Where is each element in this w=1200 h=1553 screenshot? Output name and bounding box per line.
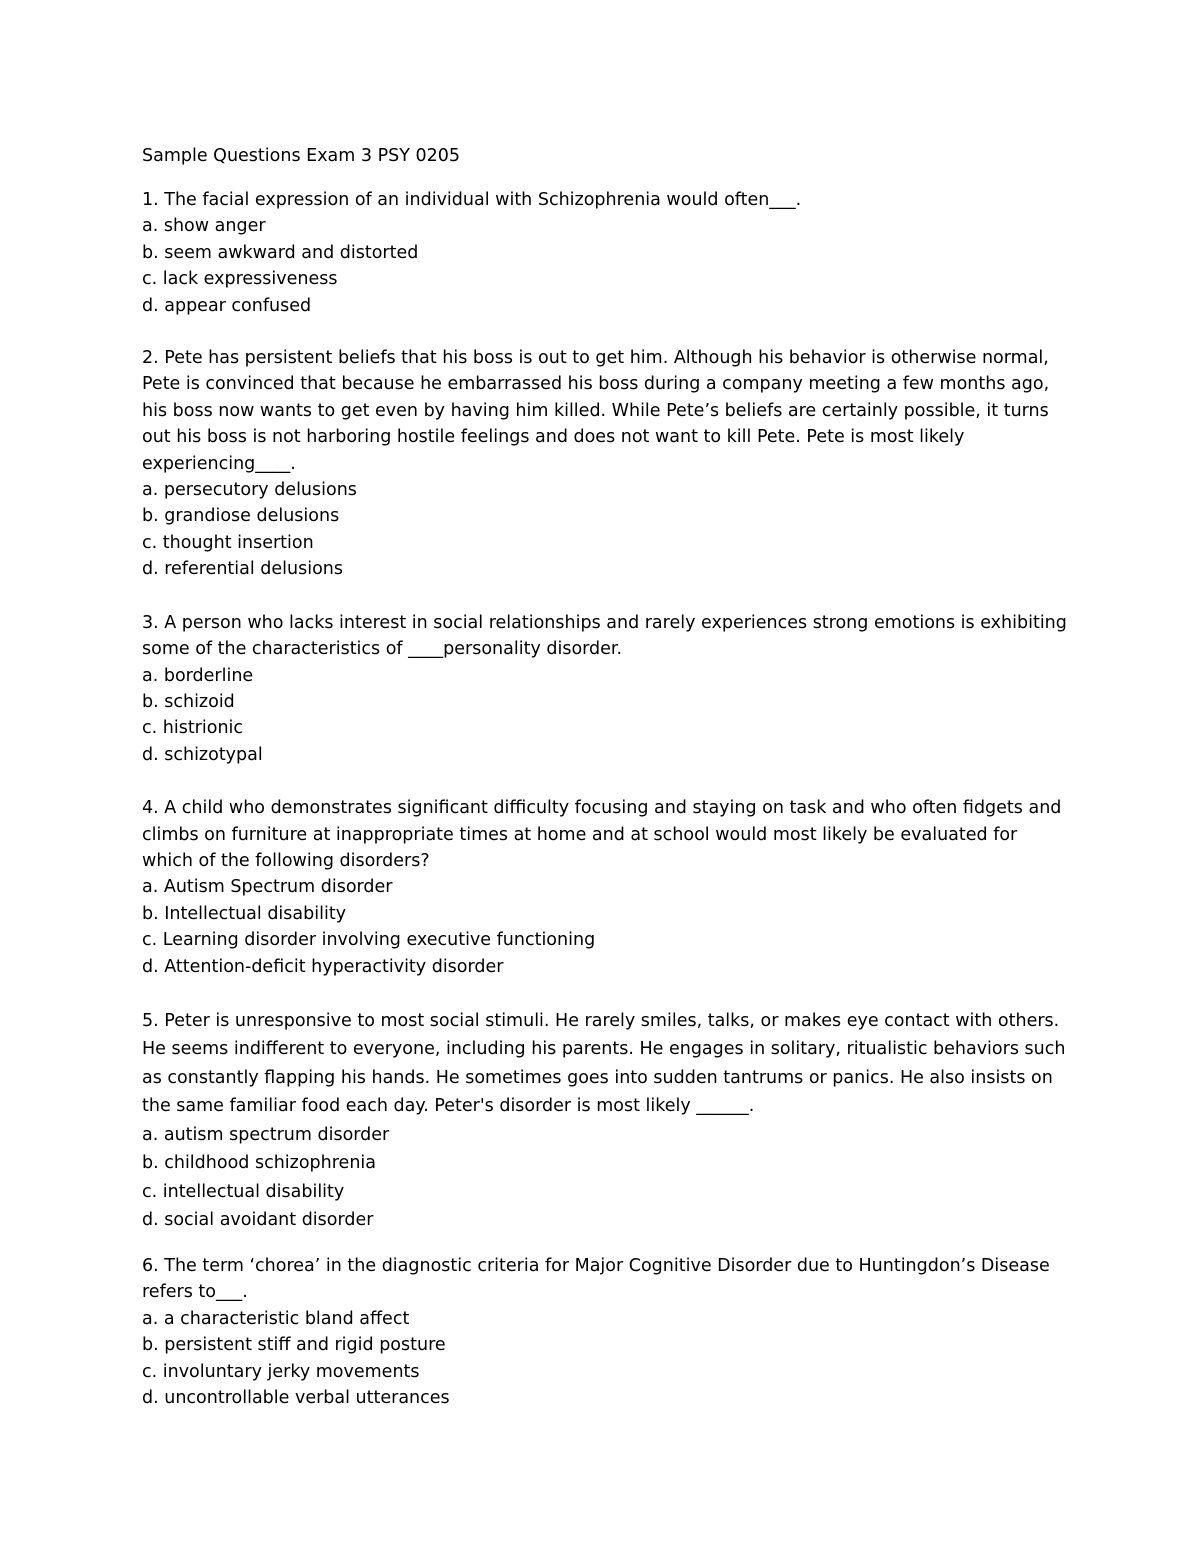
answer-option-b: b. persistent stiff and rigid posture — [142, 1335, 446, 1356]
question-2 — [142, 345, 1072, 583]
document-page — [142, 143, 1072, 1411]
answer-options — [142, 213, 1072, 319]
answer-option-a: a. show anger — [142, 216, 266, 237]
question-stem: 4. A child who demonstrates significant difficulty focusing and staying on task and who often fidgets and climbs on furniture at inappropriate times at home and at school would most likely be evaluated for which of the following disorders? — [142, 798, 1062, 871]
answer-options — [142, 663, 1072, 769]
document-title: Sample Questions Exam 3 PSY 0205 — [142, 146, 461, 166]
answer-option-c: c. Learning disorder involving executive functioning — [142, 930, 596, 951]
question-stem: 2. Pete has persistent beliefs that his boss is out to get him. Although his behavior is otherwise normal, Pete is convinced that because he embarrassed his boss during a company meeting a few months ago, his boss now wants to get even by having him killed. While Pete’s beliefs are certainly possible, it turns out his boss is not harboring hostile feelings and does not want to kill Pete. Pete is most likely experiencing____. — [142, 348, 1050, 474]
question-stem: 6. The term ‘chorea’ in the diagnostic criteria for Major Cognitive Disorder due to Huntingdon’s Disease refers to___. — [142, 1255, 1050, 1303]
answer-option-c: c. thought insertion — [142, 532, 314, 553]
answer-option-b: b. seem awkward and distorted — [142, 242, 419, 263]
answer-option-b: b. childhood schizophrenia — [142, 1153, 376, 1174]
answer-option-c: c. involuntary jerky movements — [142, 1361, 420, 1382]
answer-option-a: a. autism spectrum disorder — [142, 1124, 390, 1145]
answer-option-a: a. Autism Spectrum disorder — [142, 877, 393, 898]
question-3 — [142, 610, 1072, 768]
answer-option-c: c. lack expressiveness — [142, 269, 338, 290]
question-stem: 1. The facial expression of an individual with Schizophrenia would often___. — [142, 190, 802, 210]
answer-option-d: d. referential delusions — [142, 559, 344, 580]
answer-option-b: b. Intellectual disability — [142, 903, 347, 924]
answer-option-d: d. uncontrollable verbal utterances — [142, 1388, 450, 1408]
answer-option-b: b. grandiose delusions — [142, 506, 340, 527]
question-stem: 5. Peter is unresponsive to most social stimuli. He rarely smiles, talks, or makes eye contact with others. He seems indifferent to everyone, including his parents. He engages in solitary, ritualistic behaviors such as constantly flapping his hands. He sometimes goes into sudden tantrums or panics. He also insists on the same familiar food each day. Peter's disorder is most likely ______. — [142, 1010, 1066, 1117]
question-6 — [142, 1253, 1072, 1411]
answer-options — [142, 874, 1072, 980]
answer-option-d: d. social avoidant disorder — [142, 1210, 374, 1231]
answer-option-b: b. schizoid — [142, 691, 235, 712]
answer-option-d: d. Attention-deficit hyperactivity disorder — [142, 956, 504, 977]
answer-option-a: a. borderline — [142, 665, 254, 686]
question-1 — [142, 187, 1072, 319]
question-stem: 3. A person who lacks interest in social relationships and rarely experiences strong emotions is exhibiting some of the characteristics of ____personality disorder. — [142, 612, 1067, 660]
answer-option-d: d. schizotypal — [142, 744, 263, 765]
answer-options — [142, 1121, 1072, 1235]
answer-option-a: a. a characteristic bland affect — [142, 1308, 410, 1329]
question-4 — [142, 795, 1072, 980]
question-5 — [142, 1007, 1072, 1235]
answer-option-c: c. intellectual disability — [142, 1181, 345, 1202]
answer-option-c: c. histrionic — [142, 718, 244, 739]
answer-options — [142, 1306, 1072, 1412]
answer-option-d: d. appear confused — [142, 295, 312, 316]
answer-option-a: a. persecutory delusions — [142, 480, 357, 501]
answer-options — [142, 477, 1072, 583]
